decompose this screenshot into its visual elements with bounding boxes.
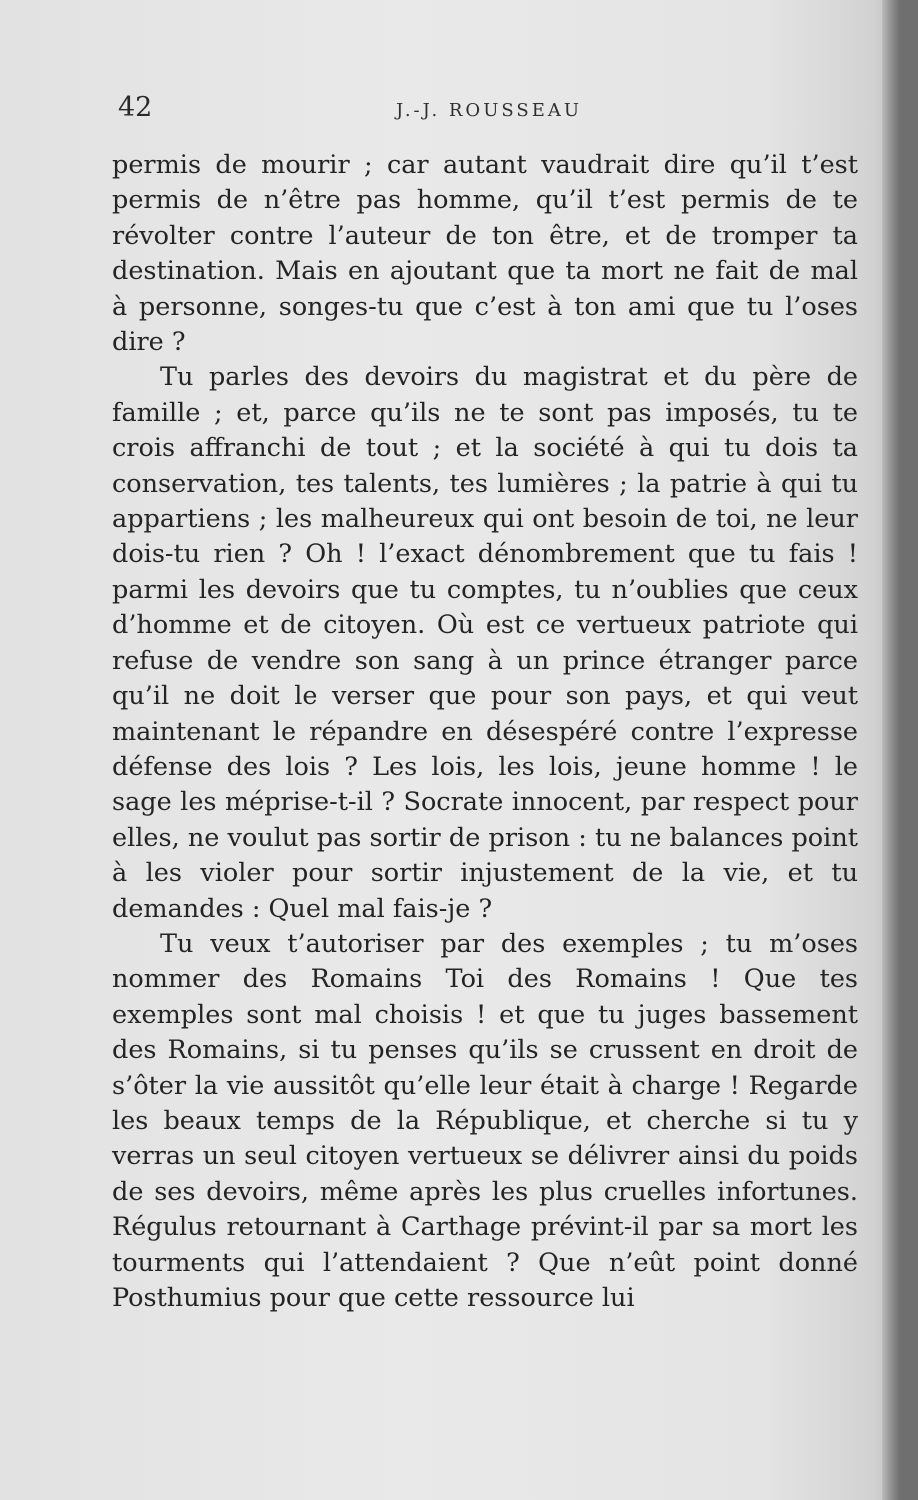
body-text [112, 148, 858, 1316]
page-header [118, 92, 858, 132]
page-number: 42 [118, 92, 153, 123]
running-head: J.-J. ROUSSEAU [396, 100, 583, 121]
paragraph-2: Tu parles des devoirs du magistrat et du père de famille ; et, parce qu’ils ne te sont pas imposés, tu te crois affranchi de tout ; et la société à qui tu dois ta conservation, tes talents, tes lumières ; la patrie à qui tu appartiens ; les malheureux qui ont besoin de toi, ne leur dois-tu rien ? Oh ! l’exact dénombrement que tu fais ! parmi les devoirs que tu comptes, tu n’oublies que ceux d’homme et de citoyen. Où est ce vertueux patriote qui refuse de vendre son sang à un prince étranger parce qu’il ne doit le verser que pour son pays, et qui veut maintenant le répandre en désespéré contre l’expresse défense des lois ? Les lois, les lois, jeune homme ! le sage les méprise-t-il ? Socrate innocent, par respect pour elles, ne voulut pas sortir de prison : tu ne balances point à les violer pour sortir injustement de la vie, et tu demandes : Quel mal fais-je ? [112, 362, 858, 924]
paragraph-1: permis de mourir ; car autant vaudrait dire qu’il t’est permis de n’être pas homme, qu’il t’est permis de te révolter contre l’auteur de ton être, et de tromper ta destination. Mais en ajoutant que ta mort ne fait de mal à personne, songes-tu que c’est à ton ami que tu l’oses dire ? [112, 150, 858, 358]
paragraph-3: Tu veux t’autoriser par des exemples ; tu m’oses nommer des Romains Toi des Romains ! Que tes exemples sont mal choisis ! et que tu juges bassement des Romains, si tu penses qu’ils se crussent en droit de s’ôter la vie aussitôt qu’elle leur était à charge ! Regarde les beaux temps de la République, et cherche si tu y verras un seul citoyen vertueux se délivrer ainsi du poids de ses devoirs, même après les plus cruelles infortunes. Régulus retournant à Carthage prévint-il par sa mort les tourments qui l’attendaient ? Que n’eût point donné Posthumius pour que cette ressource lui [112, 928, 858, 1313]
page-edge-shadow [882, 0, 900, 1500]
